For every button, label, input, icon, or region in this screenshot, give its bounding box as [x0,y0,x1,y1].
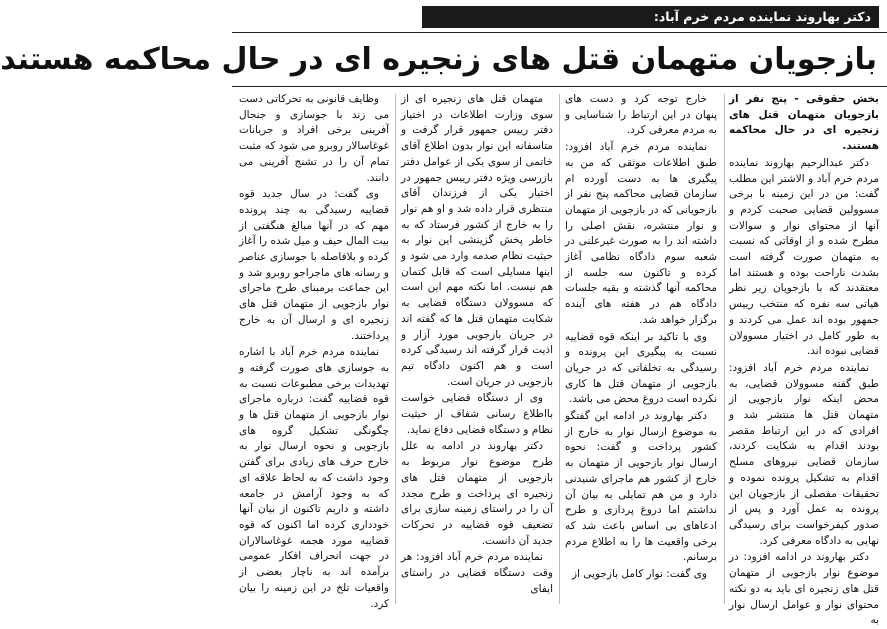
column-divider [724,94,725,604]
body-paragraph: دکتر عبدالرحیم بهاروند نماینده مردم خرم آباد و الاشتر این مطلب گفت: من در این زمینه با برخی مسوولین قضایی صحبت کردم و آنها از محتوای نوار و سوالات مطرح شده و از اوقاتی که نسبت به متهمان صورت گرفته است بشدت ناراحت بوده و هستند اما معتقدند که با بازجویان زیر نظر هیاتی سه نفره که منتخب رییس جمهور بوده اند عمل می کردند و به طور کامل در اختیار مسوولان قضایی نبوده اند. [729,156,879,358]
body-paragraph: نماینده مردم خرم آباد افزود: طبق گفته مسوولان قضایی، به محض اینکه نوار بازجویی از متهمان قتل ها منتشر شد و افرادی که در این ارتباط مقصر بودند اقدام به شکایت کردند، سازمان قضایی نیروهای مسلح اقدام به تشکیل پرونده نموده و تحقیقات مفصلی از بازجویان این پرونده به عمل آورد و پس از صدور کیفرخواست برای رسیدگی نهایی به دادگاه معرفی کرد. [729,361,879,547]
body-paragraph: دکتر بهاروند در ادامه به علل طرح موضوع نوار مربوط به بازجویی از متهمان قتل های زنجیره ای پرداخت و طرح مجدد آن را در راستای زمینه سازی برای تضعیف قوه قضاییه در تحرکات جدید آن دانست. [401,440,553,547]
body-paragraph: دکتر بهاروند در ادامه افزود: در موضوع نوار بازجویی از متهمان قتل های زنجیره ای باید به دو نکته محتوای نوار و عوامل ارسال نوار به [729,551,879,627]
body-paragraph: وی گفت: در سال جدید قوه قضاییه رسیدگی به چند پرونده مهم که در آنها مبالغ هنگفتی از بیت المال حیف و میل شده را آغاز کرده و بلافاصله با جوسازی عناصر و رسانه های ماجراجو روبرو شد و این جماعت برمبنای طرح ماجرای نوار بازجویی از متهمان قتل های زنجیره ای و ارسال آن به خارج پرداختند. [239,188,389,342]
kicker: دکتر بهاروند نماینده مردم خرم آباد: [422,6,879,28]
body-paragraph: خارج توجه کرد و دست های پنهان در این ارتباط را شناسایی و به مردم معرفی کرد. [565,93,717,137]
body-paragraph: وی از دستگاه قضایی خواست بااطلاع رسانی شفاف از حیثیت نظام و دستگاه قضایی دفاع نماید. [401,392,553,436]
column-divider [559,94,560,604]
body-paragraph: وی با تاکید بر اینکه قوه قضاییه نسبت به پیگیری این پرونده و رسیدگی به تخلفاتی که در جریان بازجویی از متهمان قتل ها کاری نکرده است دروغ محض می باشد. [565,330,717,406]
body-paragraph: وظایف قانونی به تحرکاتی دست می زند با جوسازی و جنجال آفرینی برخی افراد و جریانات غوغاسالار روبرو می شود که مثبت تمام آن را در تشنج آفرینی می دانند. [239,93,389,184]
column-divider [395,94,396,604]
top-rule [232,32,887,33]
body-paragraph: وی گفت: نوار کامل بازجویی از [571,568,707,581]
body-paragraph: نماینده مردم خرم آباد با اشاره به جوسازی های صورت گرفته و تهدیدات برخی مطبوعات نسبت به قوه قضاییه گفت: درباره ماجرای نوار بازجویی از متهمان قتل ها و چگونگی تشکیل گروه های بازجویی و نحوه ارسال نوار به خارج حرف های زیادی برای گفتن وجود داشت که به لحاظ علاقه ای که به وجود آرامش در جامعه داشته و داریم تاکنون از بیان آنها خودداری کرده اما اکنون که قوه قضاییه مورد هجمه غوغاسالاران در جهت انحراف افکار عمومی برآمده اند به ناچار بعضی از واقعیات تلخ در این زمینه را بیان کرد. [239,346,389,610]
article-column-1 [729,92,879,627]
headline-rule [232,86,887,87]
body-paragraph: نماینده مردم خرم آباد افزود: هر وقت دستگاه قضایی در راستای ایفای [401,551,553,595]
headline: بازجویان متهمان قتل های زنجیره ای در حال محاکمه هستند [0,42,877,77]
body-paragraph: دکتر بهاروند در ادامه این گفتگو به موضوع ارسال نوار به خارج از کشور پرداخت و گفت: نحوه ارسال نوار بازجویی از متهمان به خارج از کشور هم ماجرای شنیدنی دارد و من هم تمایلی به بیان آن نداشتم اما دروغ پردازی و طرح ادعاهای بی اساس باعث شد که برخی واقعیت ها را به اطلاع مردم برسانم. [565,410,717,564]
body-paragraph: متهمان قتل های زنجیره ای از سوی وزارت اطلاعات در اختیار دفتر رییس جمهور قرار گرفت و متاسفانه این نوار بدون اطلاع آقای خاتمی از سوی یکی از عوامل دفتر بازرسی ویژه دفتر رییس جمهور در اختیار یکی از فرزندان آقای منتظری قرار داده شد و او هم نوار را به خارج از کشور فرستاد که به خاطر پخش گزینشی این نوار به حیثیت نظام صدمه وارد می شود و اینها مسایلی است که قابل کتمان هم نیست. اما نکته مهم این است که مسوولان دستگاه قضایی به شکایت متهمان قتل ها که گفته اند در جریان بازجویی مورد آزار و اذیت قرار گرفته اند رسیدگی کرده است و هم اکنون دادگاه تیم بازجویی در جریان است. [401,93,553,388]
article-column-2 [565,92,717,606]
article-column-3 [401,92,553,606]
body-paragraph: نماینده مردم خرم آباد افزود: طبق اطلاعات موثقی که من به پیگیری ها به دست آورده ام سازمان قضایی محاکمه پنج نفر از بازجویانی که در بازجویی از متهمان و نوار منتشره، نقش اصلی را داشته اند را به صورت غیرعلنی در شعبه سوم دادگاه نظامی آغاز کرده و تاکنون سه جلسه از محاکمه آنها گذشته و بقیه جلسات دادگاه هم در هفته های آینده برگزار خواهد شد. [565,141,717,326]
lead-paragraph: بخش حقوقی - پنج نفر از بازجویان متهمان قتل های زنجیره ای در حال محاکمه هستند. [729,93,879,153]
article-column-4 [239,92,389,610]
